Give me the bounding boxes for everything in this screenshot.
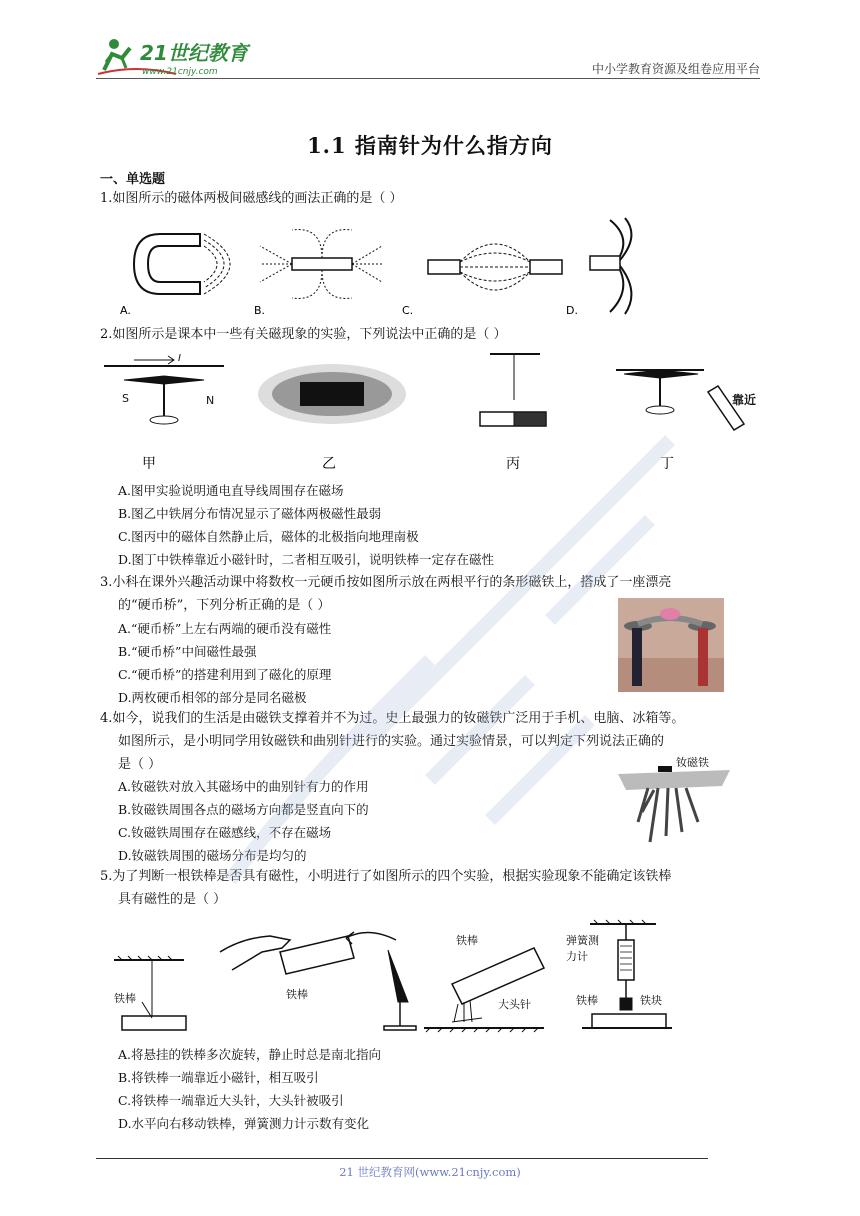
bar-label-4: 铁棒 [576,994,598,1007]
figure-d-two-magnets [590,218,631,314]
bar-label-2: 铁棒 [286,988,308,1001]
figure-bar-pins [424,933,544,1032]
pins-label: 大头针 [498,998,531,1011]
magnet-label: 钕磁铁 [676,756,709,769]
spring-label-2: 力计 [566,950,588,963]
figure-hand-bar-compass [220,932,416,1030]
s-label: S [122,392,129,405]
footer-text[interactable]: 21 世纪教育网(www.21cnjy.com) [339,1165,521,1179]
figure-spring-scale [566,920,672,1028]
caption-yi: 乙 [322,456,336,472]
q5-option-a: A.将悬挂的铁棒多次旋转，静止时总是南北指向 [118,1047,382,1062]
caption-ding: 丁 [660,456,674,472]
site-logo [96,34,266,78]
q4-option-d: D.钕磁铁周围的磁场分布是均匀的 [118,848,307,863]
section-heading: 一、单选题 [100,172,166,187]
q1-option-c-label: C. [402,304,414,316]
logo-text: 21世纪教育 [140,41,248,65]
question-4-stem-line2: 如图所示，是小明同学用钕磁铁和曲别针进行的实验。通过实验情景，可以判定下列说法正确的 [118,734,665,749]
caption-bing: 丙 [506,456,520,472]
caption-jia: 甲 [142,456,156,472]
n-label: N [206,394,215,407]
q1-option-a-label: A. [120,304,131,316]
figure-ding-compass-bar [616,370,756,430]
figure-jia-wire-compass [104,353,224,424]
question-3-stem-line2: 的“硬币桥”，下列分析正确的是（ ） [118,598,331,613]
document-title: 1.1 指南针为什么指方向 [307,133,553,158]
q2-option-b: B.图乙中铁屑分布情况显示了磁体两极磁性最弱 [118,506,382,521]
question-2-figures [104,350,784,476]
question-5-stem-line2: 具有磁性的是（ ） [118,892,227,907]
question-3-stem-line1: 3.小科在课外兴趣活动课中将数枚一元硬币按如图所示放在两根平行的条形磁铁上，搭成了一座漂亮 [100,575,672,590]
q4-option-b: B.钕磁铁周围各点的磁场方向都是竖直向下的 [118,802,369,817]
q1-option-d-label: D. [566,304,578,316]
footer-divider [96,1158,708,1159]
question-5-figures [112,918,672,1038]
block-label: 铁块 [640,994,662,1007]
question-4-stem-line1: 4.如今，说我们的生活是由磁铁支撑着并不为过。史上最强力的钕磁铁广泛用于手机、电脑、冰箱等。 [100,711,685,726]
question-4-stem-line3: 是（ ） [118,757,162,772]
figure-b-bar-magnet [260,230,382,299]
coin-bridge-photo [618,598,724,692]
q5-option-b: B.将铁棒一端靠近小磁针，相互吸引 [118,1070,319,1085]
figure-yi-iron-filings [258,364,406,424]
q2-option-d: D.图丁中铁棒靠近小磁针时，二者相互吸引，说明铁棒一定存在磁性 [118,552,495,567]
q3-option-a: A.“硬币桥”上左右两端的硬币没有磁性 [118,621,332,636]
figure-a-horseshoe [134,234,230,294]
bar-label-1: 铁棒 [114,992,136,1005]
q2-option-a: A.图甲实验说明通电直导线周围存在磁场 [118,483,344,498]
spring-label-1: 弹簧测 [566,934,599,947]
figure-bing-suspended-magnet [480,354,546,426]
q4-option-a: A.钕磁铁对放入其磁场中的曲别针有力的作用 [118,779,369,794]
q5-option-d: D.水平向右移动铁棒，弹簧测力计示数有变化 [118,1116,370,1131]
q2-option-c: C.图丙中的磁体自然静止后，磁体的北极指向地理南极 [118,529,419,544]
approach-label: 靠近 [732,393,757,407]
figure-suspended-bar [114,956,186,1030]
question-1-stem: 1.如图所示的磁体两极间磁感线的画法正确的是（ ） [100,191,403,206]
figure-c-two-magnets [428,244,562,290]
q4-option-c: C.钕磁铁周围存在磁感线，不存在磁场 [118,825,332,840]
bar-label-3: 铁棒 [456,934,478,947]
q1-option-b-label: B. [254,304,266,316]
q3-option-d: D.两枚硬币相邻的部分是同名磁极 [118,690,307,705]
q5-option-c: C.将铁棒一端靠近大头针，大头针被吸引 [118,1093,344,1108]
logo-url: www.21cnjy.com [142,67,218,77]
question-2-stem: 2.如图所示是课本中一些有关磁现象的实验，下列说法中正确的是（ ） [100,327,507,342]
q3-option-b: B.“硬币桥”中间磁性最强 [118,644,257,659]
current-label: I [178,353,181,364]
header-divider [96,78,760,79]
question-5-stem-line1: 5.为了判断一根铁棒是否具有磁性，小明进行了如图所示的四个实验，根据实验现象不能确定该铁棒 [100,869,672,884]
question-1-figures [120,216,640,316]
q3-option-c: C.“硬币桥”的搭建利用到了磁化的原理 [118,667,332,682]
logo-graphic [96,34,266,78]
neodymium-magnet-photo [618,752,738,848]
platform-name: 中小学教育资源及组卷应用平台 [591,62,760,76]
